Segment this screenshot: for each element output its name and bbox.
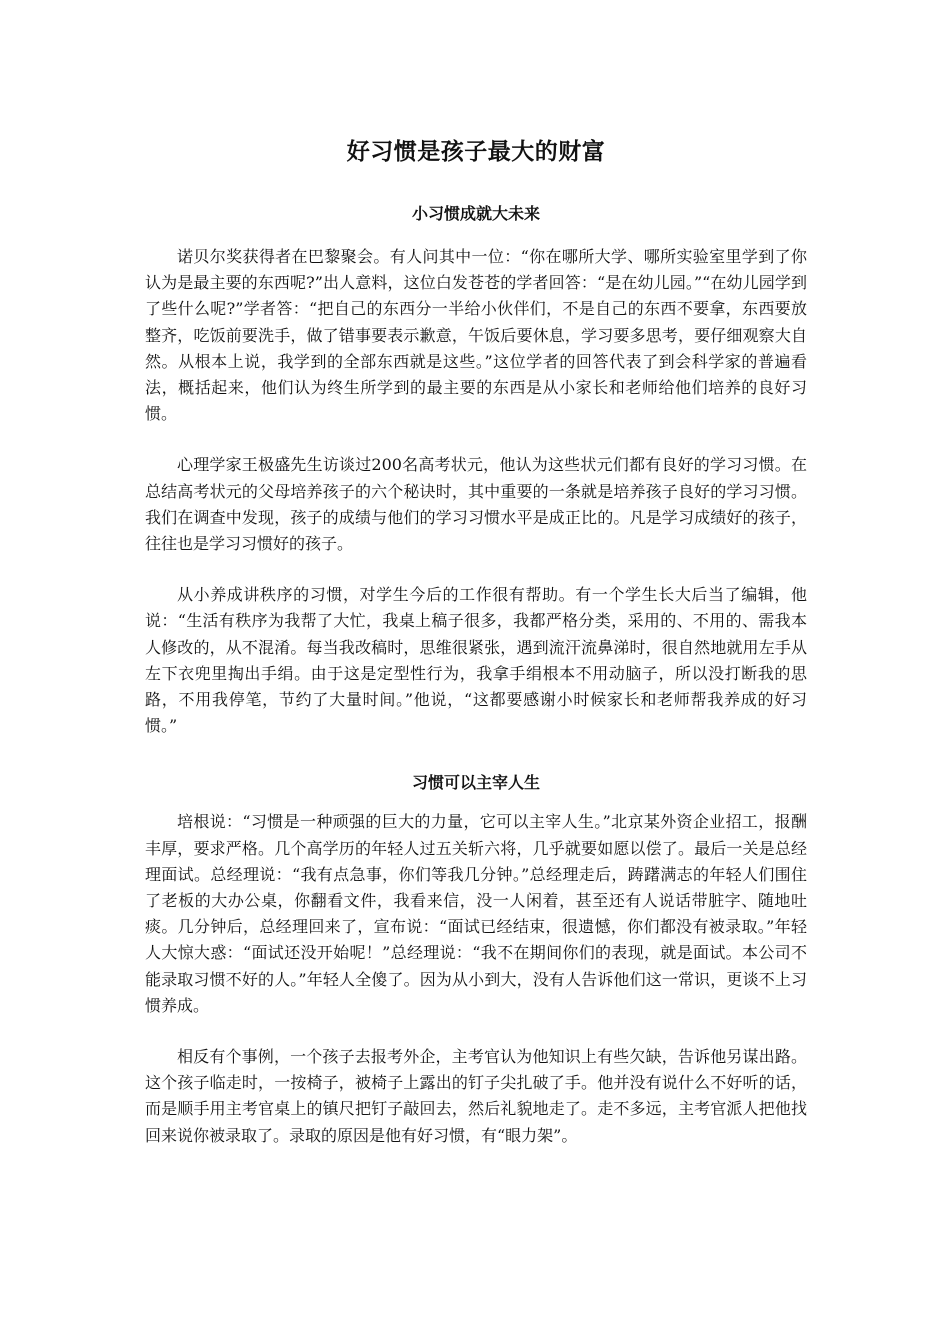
section-heading: 小习惯成就大未来 — [411, 204, 540, 223]
paragraph: 心理学家王极盛先生访谈过200名高考状元，他认为这些状元们都有良好的学习习惯。在总结高考状元的父母培养孩子的六个秘诀时，其中重要的一条就是培养孩子良好的学习习惯。我们在调查中发现，孩子的成绩与他们的学习习惯水平是成正比的。凡是学习成绩好的孩子，往往也是学习习惯好的孩子。 — [145, 455, 807, 554]
paragraph: 从小养成讲秩序的习惯，对学生今后的工作很有帮助。有一个学生长大后当了编辑，他说：“生活有秩序为我帮了大忙，我桌上稿子很多，我都严格分类，采用的、不用的、需我本人修改的，从不混淆。每当我改稿时，思维很紧张，遇到流汗流鼻涕时，很自然地就用左手从左下衣兜里掏出手绢。由于这是定型性行为，我拿手绢根本不用动脑子，所以没打断我的思路，不用我停笔，节约了大量时间。”他说，“这都要感谢小时候家长和老师帮我养成的好习惯。” — [145, 585, 807, 736]
section-heading: 习惯可以主宰人生 — [411, 773, 540, 793]
section-small-habits — [145, 202, 807, 739]
paragraph: 诺贝尔奖获得者在巴黎聚会。有人问其中一位：“你在哪所大学、哪所实验室里学到了你认为是最主要的东西呢?”出人意料，这位白发苍苍的学者回答：“是在幼儿园。”“在幼儿园学到了些什么呢?”学者答：“把自己的东西分一半给小伙伴们，不是自己的东西不要拿，东西要放整齐，吃饭前要洗手，做了错事要表示歉意，午饭后要休息，学习要多思考，要仔细观察大自然。从根本上说，我学到的全部东西就是这些。”这位学者的回答代表了到会科学家的普遍看法，概括起来，他们认为终生所学到的最主要的东西是从小家长和老师给他们培养的良好习惯。 — [145, 247, 807, 424]
paragraph: 培根说：“习惯是一种顽强的巨大的力量，它可以主宰人生。”北京某外资企业招工，报酬丰厚，要求严格。几个高学历的年轻人过五关斩六将，几乎就要如愿以偿了。最后一关是总经理面试。总经理说：“我有点急事，你们等我几分钟。”总经理走后，踌躇满志的年轻人们围住了老板的大办公桌，你翻看文件，我看来信，没一人闲着，甚至还有人说话带脏字、随地吐痰。几分钟后，总经理回来了，宣布说：“面试已经结束，很遗憾，你们都没有被录取。”年轻人大惊大惑：“面试还没开始呢！”总经理说：“我不在期间你们的表现，就是面试。本公司不能录取习惯不好的人。”年轻人全傻了。因为从小到大，没有人告诉他们这一常识，更谈不上习惯养成。 — [145, 812, 807, 1015]
section-habits-rule-life — [145, 771, 807, 1148]
document-title: 好习惯是孩子最大的财富 — [346, 139, 606, 165]
paragraph: 相反有个事例，一个孩子去报考外企，主考官认为他知识上有些欠缺，告诉他另谋出路。这个孩子临走时，一按椅子，被椅子上露出的钉子尖扎破了手。他并没有说什么不好听的话，而是顺手用主考官桌上的镇尺把钉子敲回去，然后礼貌地走了。走不多远，主考官派人把他找回来说你被录取了。录取的原因是他有好习惯，有“眼力架”。 — [145, 1047, 807, 1145]
document-page — [145, 128, 807, 1149]
